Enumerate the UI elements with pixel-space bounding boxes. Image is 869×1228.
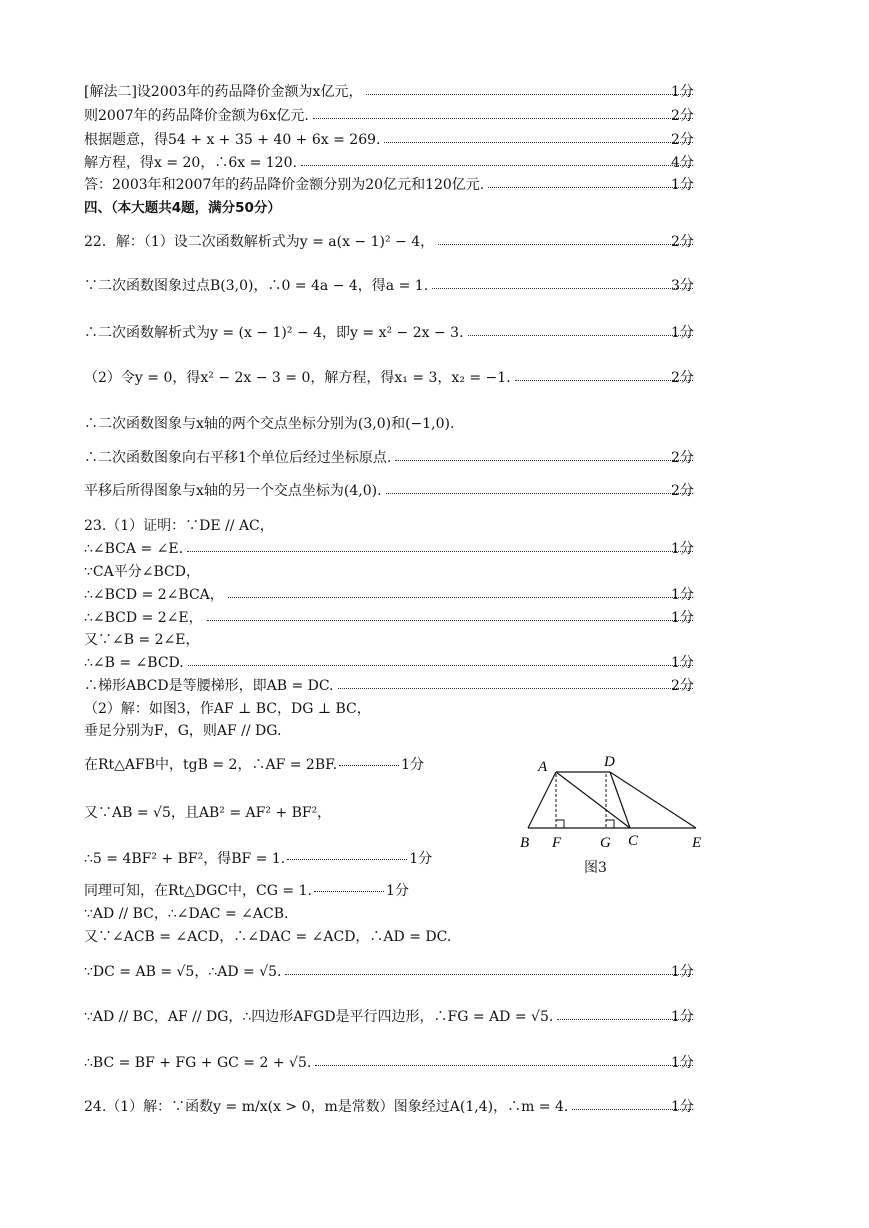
line-11: ∴二次函数图象与x轴的两个交点坐标分别为(3,0)和(−1,0).	[84, 416, 455, 432]
line-22: （2）解：如图3，作AF ⊥ BC，DG ⊥ BC，	[84, 701, 371, 717]
line-03	[84, 130, 697, 150]
line-text: ∴∠BCA = ∠E.	[84, 541, 184, 557]
line-text: 答：2003年和2007年的药品降价金额分别为20亿元和120亿元.	[84, 177, 485, 193]
line-21	[84, 676, 697, 696]
line-text: ∴∠B = ∠BCD.	[84, 655, 184, 671]
mid-line-5	[84, 904, 288, 924]
line-text: ∵AD // BC，AF // DG，∴四边形AFGD是平行四边形，∴FG = AD = √5.	[84, 1009, 554, 1025]
line-text: ∵AD // BC，∴∠DAC = ∠ACB.	[84, 906, 289, 922]
score-20: 1分	[671, 655, 694, 671]
leader-dots	[386, 492, 693, 494]
leader-dots	[315, 1064, 693, 1066]
mid-line-6	[84, 927, 451, 947]
line-text: ∴∠BCD = 2∠E，	[84, 610, 203, 626]
mid-line-1	[84, 755, 424, 775]
leader-dots	[187, 550, 693, 552]
score-12: 2分	[671, 450, 694, 466]
line-20	[84, 653, 697, 673]
label-b: B	[520, 835, 530, 851]
line-15	[84, 539, 697, 559]
leader-dots	[339, 764, 399, 766]
line-text: 又∵∠ACB = ∠ACD，∴∠DAC = ∠ACD，∴AD = DC.	[84, 929, 452, 945]
line-10	[84, 368, 697, 388]
score-07: 2分	[671, 234, 694, 250]
line-text: 又∵AB = √5，且AB² = AF² + BF²，	[84, 805, 332, 821]
line-text: ∵DC = AB = √5，∴AD = √5.	[84, 964, 282, 980]
line-text: ∴BC = BF + FG + GC = 2 + √5.	[84, 1055, 312, 1071]
line-13	[84, 481, 697, 501]
line-text: 22．解：（1）设二次函数解析式为y = a(x − 1)² − 4，	[84, 234, 435, 250]
line-16: ∵CA平分∠BCD，	[84, 564, 200, 580]
score-21: 2分	[671, 678, 694, 694]
leader-dots	[488, 186, 693, 188]
tail-score-2: 1分	[671, 1009, 694, 1025]
leader-dots	[366, 93, 693, 95]
line-text: 根据题意，得54 + x + 35 + 40 + 6x = 269.	[84, 132, 381, 148]
side-ab	[528, 772, 556, 828]
line-02	[84, 106, 697, 126]
line-text: 在Rt△AFB中，tgB = 2，∴AF = 2BF.	[84, 757, 338, 773]
leader-dots	[438, 243, 693, 245]
score-10: 2分	[671, 370, 694, 386]
mid-line-3	[84, 849, 432, 869]
mid-line-2	[84, 803, 331, 823]
line-04	[84, 153, 697, 173]
score-08: 3分	[671, 278, 694, 294]
tail-score-4: 1分	[671, 1099, 694, 1115]
score-01: 1分	[671, 84, 694, 100]
tail-line-2	[84, 1007, 697, 1027]
score-03: 2分	[671, 132, 694, 148]
label-d: D	[604, 754, 615, 770]
line-01	[84, 82, 697, 102]
score-05: 1分	[671, 177, 694, 193]
line-05	[84, 175, 697, 195]
line-text: 则2007年的药品降价金额为6x亿元.	[84, 108, 309, 124]
label-c: C	[628, 833, 639, 849]
score-13: 2分	[671, 483, 694, 499]
line-08	[84, 276, 697, 296]
line-text: ∵二次函数图象过点B(3,0)，∴0 = 4a − 4，得a = 1.	[84, 278, 429, 294]
leader-dots	[432, 287, 693, 289]
leader-dots	[287, 858, 407, 860]
leader-dots	[313, 117, 693, 119]
line-text: ∴二次函数图象向右平移1个单位后经过坐标原点.	[84, 450, 392, 466]
line-score: 1分	[401, 757, 425, 773]
score-17: 1分	[671, 587, 694, 603]
label-f: F	[552, 835, 562, 851]
line-text: 24.（1）解：∵函数y = m/x(x > 0，m是常数）图象经过A(1,4)，∴m = 4.	[84, 1099, 569, 1115]
leader-dots	[395, 459, 693, 461]
line-09	[84, 323, 697, 343]
score-02: 2分	[671, 108, 694, 124]
line-text: 平移后所得图象与x轴的另一个交点坐标为(4,0).	[84, 483, 382, 499]
line-text: ∴二次函数解析式为y = (x − 1)² − 4，即y = x² − 2x − 3.	[84, 325, 464, 341]
leader-dots	[228, 596, 693, 598]
score-15: 1分	[671, 541, 694, 557]
mid-line-4	[84, 881, 409, 901]
line-text: 解方程，得x = 20，∴6x = 120.	[84, 155, 297, 171]
score-09: 1分	[671, 325, 694, 341]
leader-dots	[515, 379, 693, 381]
label-e: E	[692, 835, 702, 851]
tail-score-1: 1分	[671, 964, 694, 980]
label-g: G	[600, 835, 611, 851]
leader-dots	[285, 973, 693, 975]
leader-dots	[188, 664, 693, 666]
diag-ac	[556, 772, 630, 828]
right-angle-f	[556, 820, 564, 828]
section-heading: 四、（本大题共4题，满分50分）	[84, 200, 281, 216]
line-score: 1分	[385, 883, 409, 899]
leader-dots	[338, 687, 693, 689]
tail-line-4	[84, 1097, 697, 1117]
tail-score-3: 1分	[671, 1055, 694, 1071]
line-07	[84, 232, 697, 252]
line-23: 垂足分别为F，G，则AF // DG.	[84, 723, 282, 739]
tail-line-1	[84, 962, 697, 982]
line-text: [解法二]设2003年的药品降价金额为x亿元，	[84, 84, 363, 100]
leader-dots	[384, 141, 693, 143]
leader-dots	[468, 334, 693, 336]
leader-dots	[314, 890, 384, 892]
line-text: （2）令y = 0，得x² − 2x − 3 = 0，解方程，得x₁ = 3，x₂ = −1.	[84, 370, 511, 386]
line-score: 1分	[409, 851, 433, 867]
score-18: 1分	[671, 610, 694, 626]
figure-caption: 图3	[584, 860, 607, 876]
leader-dots	[301, 164, 693, 166]
line-text: ∴5 = 4BF² + BF²，得BF = 1.	[84, 851, 286, 867]
line-text: ∴∠BCD = 2∠BCA，	[84, 587, 224, 603]
line-12	[84, 448, 697, 468]
line-14: 23.（1）证明：∵DE // AC，	[84, 518, 274, 534]
leader-dots	[207, 619, 693, 621]
trapezoid-figure	[512, 752, 712, 882]
line-text: ∴梯形ABCD是等腰梯形，即AB = DC.	[84, 678, 334, 694]
label-a: A	[538, 759, 548, 775]
line-18	[84, 608, 697, 628]
score-04: 4分	[671, 155, 694, 171]
line-de	[610, 772, 696, 828]
tail-line-3	[84, 1053, 697, 1073]
line-19: 又∵∠B = 2∠E，	[84, 632, 200, 648]
line-17	[84, 585, 697, 605]
right-angle-g	[606, 820, 614, 828]
line-text: 同理可知，在Rt△DGC中，CG = 1.	[84, 883, 312, 899]
